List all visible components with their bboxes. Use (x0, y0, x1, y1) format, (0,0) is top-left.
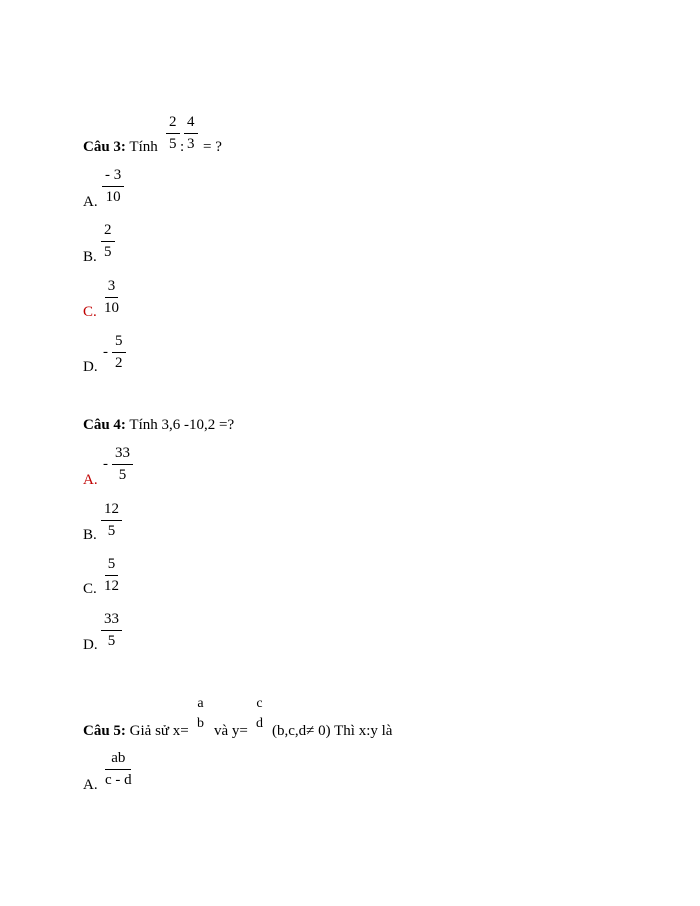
q3-option-d-sign: - (103, 344, 108, 360)
q4-option-b-label[interactable]: B. (83, 527, 97, 543)
q3-option-d-label[interactable]: D. (83, 359, 98, 375)
q3-option-b-label[interactable]: B. (83, 249, 97, 265)
fraction-denominator: 10 (104, 300, 119, 316)
q3-option-a-label[interactable]: A. (83, 194, 98, 210)
q4-option-b-fraction (101, 502, 122, 539)
question-3-text-after: = ? (203, 139, 222, 155)
question-5-prompt (83, 723, 189, 740)
question-3-fraction-2 (184, 115, 198, 152)
question-5-fraction-x (194, 697, 207, 731)
question-3-text-before: Tính (129, 139, 158, 155)
fraction-denominator: 2 (115, 355, 123, 371)
question-3-label: Câu 3: (83, 139, 126, 155)
q4-option-a-sign: - (103, 456, 108, 472)
question-5-text-before: Giả sử x= (129, 723, 189, 739)
question-4-text: Tính 3,6 -10,2 =? (129, 417, 235, 433)
question-3-fraction-1 (166, 115, 180, 152)
fraction-numerator: 33 (101, 612, 122, 631)
fraction-denominator: 5 (107, 633, 116, 649)
q3-option-c-fraction (101, 279, 122, 316)
fraction-denominator: 3 (187, 136, 195, 152)
q3-option-a-fraction (102, 168, 124, 205)
q5-option-a-label[interactable]: A. (83, 777, 98, 793)
question-4-prompt (83, 417, 234, 434)
q4-option-a-fraction (112, 446, 133, 483)
q4-option-d-label[interactable]: D. (83, 637, 98, 653)
fraction-numerator: c (256, 696, 263, 711)
fraction-denominator: c - d (105, 772, 132, 788)
fraction-denominator: d (256, 716, 263, 731)
fraction-numerator: - 3 (102, 168, 124, 187)
fraction-numerator: 4 (184, 115, 198, 134)
fraction-denominator: 5 (104, 244, 112, 260)
q4-option-c-fraction (101, 557, 122, 594)
fraction-denominator: 10 (105, 189, 121, 205)
q4-option-a-label[interactable]: A. (83, 472, 98, 488)
question-3-colon: : (180, 139, 185, 155)
question-5-fraction-y (253, 697, 266, 731)
fraction-numerator: a (197, 696, 204, 711)
fraction-numerator: 33 (112, 446, 133, 465)
fraction-numerator: 2 (101, 223, 115, 242)
fraction-numerator: ab (105, 751, 131, 770)
fraction-denominator: 5 (169, 136, 177, 152)
fraction-denominator: 5 (118, 467, 127, 483)
fraction-numerator: 12 (101, 502, 122, 521)
q3-option-c-label[interactable]: C. (83, 304, 97, 320)
fraction-denominator: 12 (104, 578, 119, 594)
q3-option-d-fraction (112, 334, 126, 371)
fraction-numerator: 5 (105, 557, 119, 576)
fraction-numerator: 2 (166, 115, 180, 134)
fraction-denominator: 5 (107, 523, 116, 539)
question-5-label: Câu 5: (83, 723, 126, 739)
question-5-text-after: (b,c,d≠ 0) Thì x:y là (272, 723, 393, 739)
fraction-numerator: 5 (112, 334, 126, 353)
q5-option-a-fraction (102, 751, 135, 788)
fraction-denominator: b (197, 716, 204, 731)
q4-option-c-label[interactable]: C. (83, 581, 97, 597)
fraction-numerator: 3 (105, 279, 119, 298)
question-4-label: Câu 4: (83, 417, 126, 433)
question-3-prompt (83, 139, 158, 156)
question-5-text-mid: và y= (214, 723, 248, 739)
q4-option-d-fraction (101, 612, 122, 649)
q3-option-b-fraction (101, 223, 115, 260)
